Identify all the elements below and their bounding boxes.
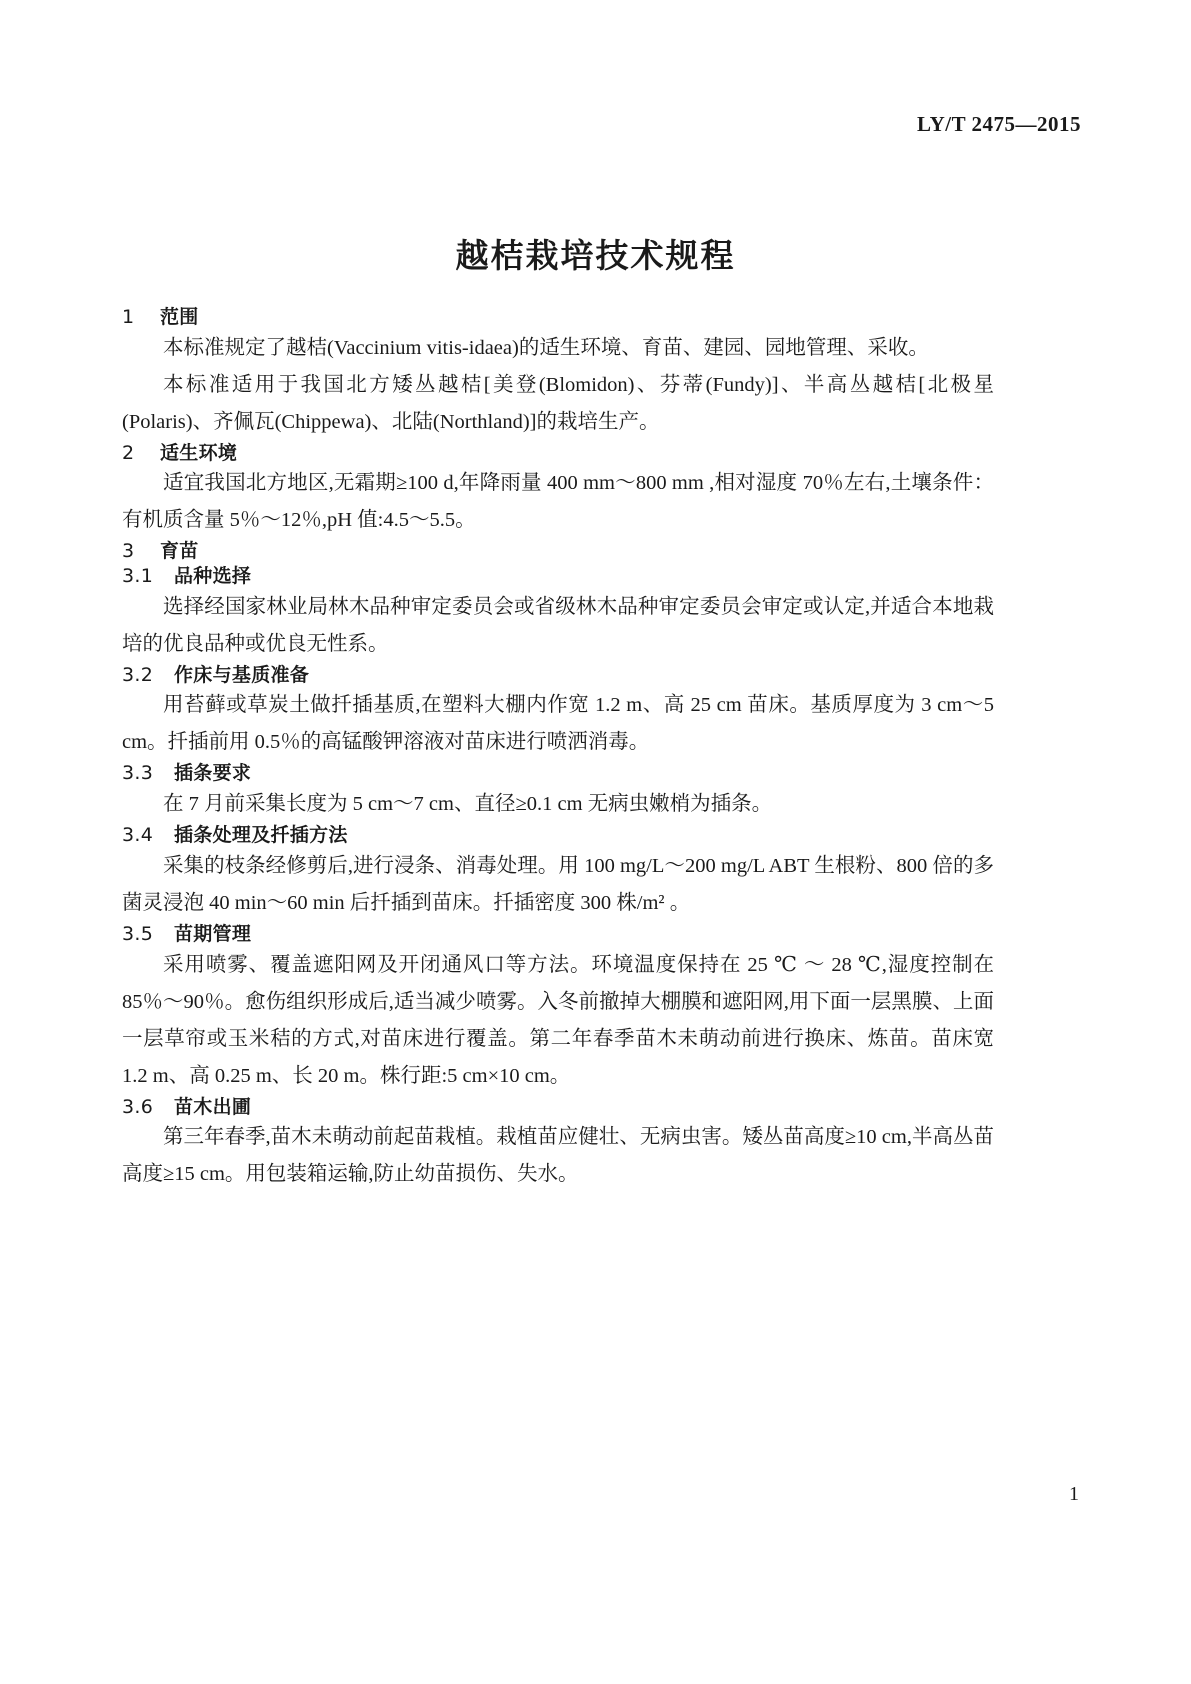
subsection-3-5-paragraph-1: 采用喷雾、覆盖遮阳网及开闭通风口等方法。环境温度保持在 25 ℃ ～ 28 ℃,湿度控制在 85％～90％。愈伤组织形成后,适当减少喷雾。入冬前撤掉大棚膜和遮阳网,用下面一层黑膜、上面一层草帘或玉米秸的方式,对苗床进行覆盖。第二年春季苗木未萌动前进行换床、炼苗。苗床宽 1.2 m、高 0.25 m、长 20 m。株行距:5 cm×10 cm。 (122, 953, 994, 1087)
section-2-paragraph-1: 适宜我国北方地区,无霜期≥100 d,年降雨量 400 mm～800 mm ,相对湿度 70％左右,土壤条件：有机质含量 5％～12％,pH 值:4.5～5.5。 (122, 472, 994, 532)
subsection-3-6-paragraph-1: 第三年春季,苗木未萌动前起苗栽植。栽植苗应健壮、无病虫害。矮丛苗高度≥10 cm,半高丛苗高度≥15 cm。用包装箱运输,防止幼苗损伤、失水。 (122, 1126, 994, 1186)
subsection-heading-3-4 (122, 823, 994, 848)
section-heading-1 (122, 305, 994, 330)
subsection-heading-3-2 (122, 663, 994, 688)
subsection-title-3-6: 苗木出圃 (174, 1095, 252, 1118)
section-1-paragraph-1: 本标准规定了越桔(Vaccinium vitis-idaea)的适生环境、育苗、建园、园地管理、采收。 (163, 336, 929, 359)
subsection-3-1-paragraph-1: 选择经国家林业局林木品种审定委员会或省级林木品种审定委员会审定或认定,并适合本地栽培的优良品种或优良无性系。 (122, 595, 994, 655)
subsection-number-3-1: 3.1 (122, 565, 154, 588)
section-number-2: 2 (122, 441, 135, 464)
section-heading-3 (122, 539, 994, 564)
section-heading-2 (122, 441, 994, 466)
section-number-3: 3 (122, 540, 135, 563)
subsection-number-3-3: 3.3 (122, 762, 154, 785)
subsection-number-3-6: 3.6 (122, 1095, 154, 1118)
section-number-1: 1 (122, 306, 135, 328)
subsection-heading-3-5 (122, 922, 994, 947)
section-title-1: 范围 (160, 306, 199, 328)
subsection-3-3-paragraph-1: 在 7 月前采集长度为 5 cm～7 cm、直径≥0.1 cm 无病虫嫩梢为插条。 (163, 793, 773, 816)
subsection-number-3-4: 3.4 (122, 824, 154, 847)
page-title: 越桔栽培技术规程 (455, 236, 736, 276)
subsection-heading-3-3 (122, 761, 994, 786)
section-title-3: 育苗 (160, 540, 199, 563)
subsection-title-3-1: 品种选择 (174, 565, 252, 588)
section-1-paragraph-2: 本标准适用于我国北方矮丛越桔[美登(Blomidon)、芬蒂(Fundy)]、半高丛越桔[北极星(Polaris)、齐佩瓦(Chippewa)、北陆(Northland)]的栽培生产。 (122, 373, 994, 433)
document-body (122, 305, 994, 1193)
subsection-title-3-2: 作床与基质准备 (174, 663, 310, 686)
section-title-2: 适生环境 (160, 441, 238, 464)
subsection-3-4-paragraph-1: 采集的枝条经修剪后,进行浸条、消毒处理。用 100 mg/L～200 mg/L ABT 生根粉、800 倍的多菌灵浸泡 40 min～60 min 后扦插到苗床。扦插密度 300 株/m² 。 (122, 854, 994, 914)
subsection-3-2-paragraph-1: 用苔藓或草炭土做扦插基质,在塑料大棚内作宽 1.2 m、高 25 cm 苗床。基质厚度为 3 cm～5 cm。扦插前用 0.5％的高锰酸钾溶液对苗床进行喷洒消毒。 (122, 694, 994, 754)
running-header-standard-number: LY/T 2475—2015 (917, 112, 1081, 136)
subsection-number-3-5: 3.5 (122, 922, 154, 945)
subsection-heading-3-6 (122, 1095, 994, 1120)
subsection-title-3-4: 插条处理及扦插方法 (174, 824, 348, 847)
subsection-number-3-2: 3.2 (122, 663, 154, 686)
page-number: 1 (1069, 1483, 1079, 1505)
subsection-title-3-3: 插条要求 (174, 762, 252, 785)
subsection-title-3-5: 苗期管理 (174, 922, 252, 945)
subsection-heading-3-1 (122, 564, 994, 589)
